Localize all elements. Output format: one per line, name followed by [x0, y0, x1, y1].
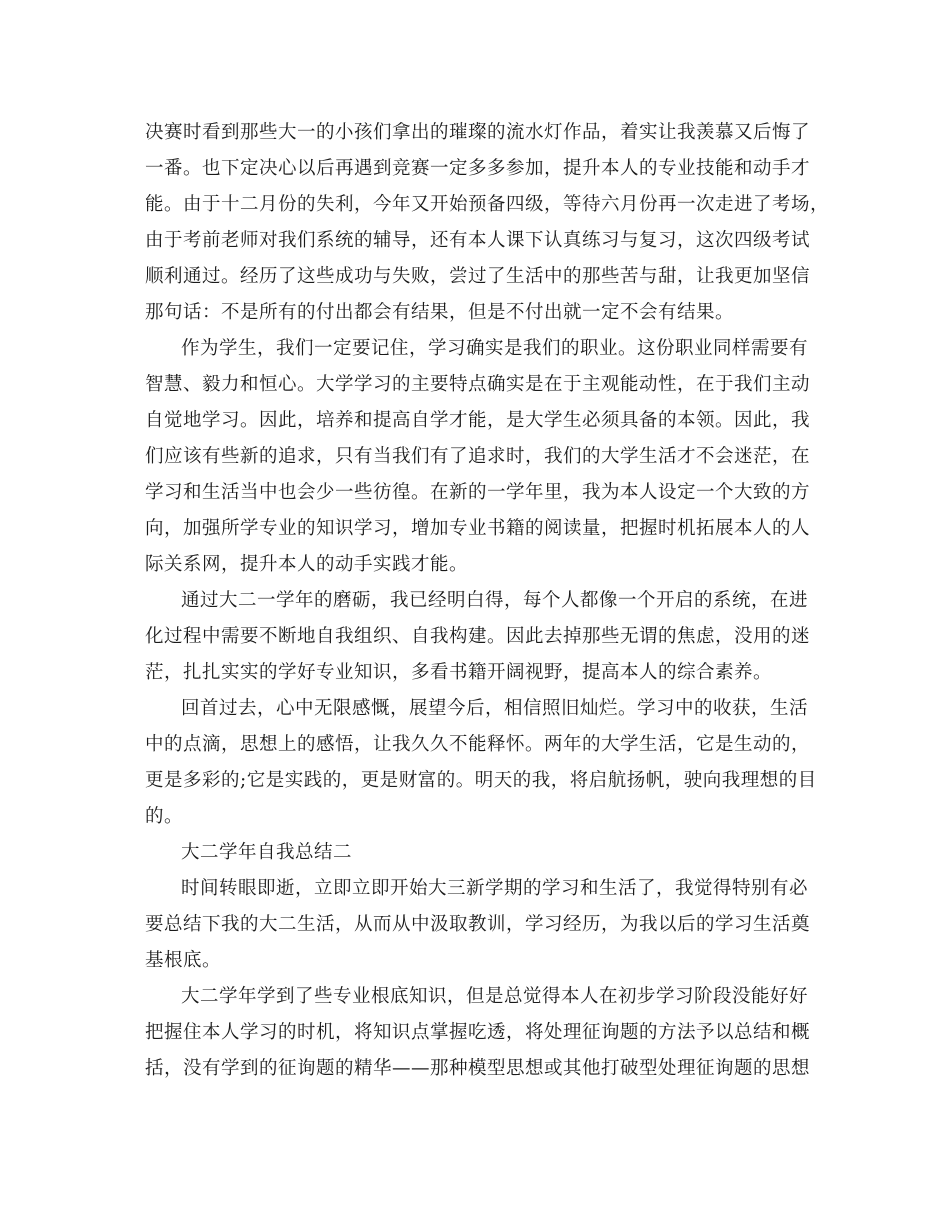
text-line: 一番。也下定决心以后再遇到竞赛一定多多参加，提升本人的专业技能和动手才 [145, 158, 811, 179]
text-line: 中的点滴，思想上的感悟，让我久久不能释怀。两年的大学生活，它是生动的， [145, 734, 811, 755]
text-line: 的。 [145, 806, 184, 827]
text-line: 能。由于十二月份的失利，今年又开始预备四级，等待六月份再一次走进了考场， [145, 194, 830, 215]
text-line: 括，没有学到的征询题的精华——那种模型思想或其他打破型处理征询题的思想 [145, 1058, 811, 1079]
paragraph-first-line: 时间转眼即逝，立即立即开始大三新学期的学习和生活了，我觉得特别有必 [181, 878, 809, 899]
text-line: 向，加强所学专业的知识学习，增加专业书籍的阅读量，把握时机拓展本人的人 [145, 518, 811, 539]
text-line: 们应该有些新的追求，只有当我们有了追求时，我们的大学生活才不会迷茫，在 [145, 446, 811, 467]
paragraph-first-line: 回首过去，心中无限感慨，展望今后，相信照旧灿烂。学习中的收获，生活 [181, 698, 809, 719]
text-line: 更是多彩的;它是实践的，更是财富的。明天的我，将启航扬帆，驶向我理想的目 [145, 770, 817, 791]
text-line: 要总结下我的大二生活，从而从中汲取教训，学习经历，为我以后的学习生活奠 [145, 914, 811, 935]
text-line: 茫，扎扎实实的学好专业知识，多看书籍开阔视野，提高本人的综合素养。 [145, 662, 773, 683]
text-line: 际关系网，提升本人的动手实践才能。 [145, 554, 469, 575]
text-line: 决赛时看到那些大一的小孩们拿出的璀璨的流水灯作品，着实让我羡慕又后悔了 [145, 122, 811, 143]
text-line: 化过程中需要不断地自我组织、自我构建。因此去掉那些无谓的焦虑，没用的迷 [145, 626, 811, 647]
text-line: 智慧、毅力和恒心。大学学习的主要特点确实是在于主观能动性，在于我们主动 [145, 374, 811, 395]
text-line: 顺利通过。经历了这些成功与失败，尝过了生活中的那些苦与甜，让我更加坚信 [145, 266, 811, 287]
text-line: 学习和生活当中也会少一些彷徨。在新的一学年里，我为本人设定一个大致的方 [145, 482, 811, 503]
paragraph-first-line: 大二学年学到了些专业根底知识，但是总觉得本人在初步学习阶段没能好好 [181, 986, 809, 1007]
paragraph-first-line: 通过大二一学年的磨砺，我已经明白得，每个人都像一个开启的系统，在进 [181, 590, 809, 611]
section-heading: 大二学年自我总结二 [181, 842, 353, 863]
text-line: 基根底。 [145, 950, 222, 971]
text-line: 那句话：不是所有的付出都会有结果，但是不付出就一定不会有结果。 [145, 302, 735, 323]
text-line: 由于考前老师对我们系统的辅导，还有本人课下认真练习与复习，这次四级考试 [145, 230, 811, 251]
text-line: 把握住本人学习的时机，将知识点掌握吃透，将处理征询题的方法予以总结和概 [145, 1022, 811, 1043]
paragraph-first-line: 作为学生，我们一定要记住，学习确实是我们的职业。这份职业同样需要有 [181, 338, 809, 359]
text-line: 自觉地学习。因此，培养和提高自学才能，是大学生必须具备的本领。因此，我 [145, 410, 811, 431]
